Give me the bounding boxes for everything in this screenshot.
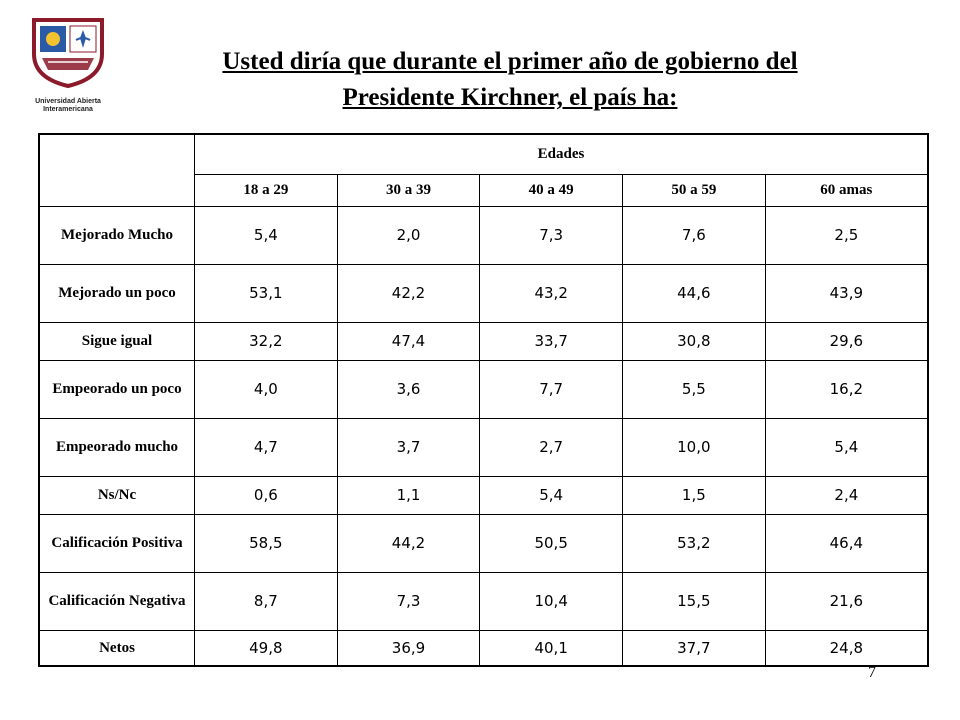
row-label: Mejorado Mucho: [39, 206, 195, 264]
value-cell: 5,4: [480, 476, 623, 514]
value-cell: 1,1: [337, 476, 480, 514]
value-cell: 2,0: [337, 206, 480, 264]
logo-line-1: Universidad Abierta: [35, 98, 101, 105]
row-label: Mejorado un poco: [39, 264, 195, 322]
value-cell: 2,7: [480, 418, 623, 476]
row-label: Sigue igual: [39, 322, 195, 360]
row-label: Netos: [39, 630, 195, 666]
table-row: [39, 322, 928, 360]
group-header-edades: Edades: [195, 134, 929, 174]
value-cell: 2,4: [765, 476, 928, 514]
value-cell: 36,9: [337, 630, 480, 666]
table-row: [39, 206, 928, 264]
value-cell: 7,3: [480, 206, 623, 264]
value-cell: 5,4: [195, 206, 338, 264]
table-row: [39, 418, 928, 476]
value-cell: 47,4: [337, 322, 480, 360]
title-line-1: Usted diría que durante el primer año de gobierno del: [222, 48, 798, 75]
value-cell: 0,6: [195, 476, 338, 514]
column-header: 60 amas: [765, 174, 928, 206]
value-cell: 10,0: [623, 418, 766, 476]
table-row: [39, 572, 928, 630]
table-row: [39, 514, 928, 572]
corner-cell: [39, 134, 195, 206]
value-cell: 7,7: [480, 360, 623, 418]
value-cell: 46,4: [765, 514, 928, 572]
value-cell: 43,2: [480, 264, 623, 322]
results-table: [38, 133, 929, 667]
table-row: [39, 360, 928, 418]
page-number: 7: [868, 664, 876, 681]
value-cell: 24,8: [765, 630, 928, 666]
table-row: [39, 264, 928, 322]
value-cell: 1,5: [623, 476, 766, 514]
table-row: [39, 630, 928, 666]
value-cell: 10,4: [480, 572, 623, 630]
value-cell: 5,5: [623, 360, 766, 418]
value-cell: 44,6: [623, 264, 766, 322]
column-header: 30 a 39: [337, 174, 480, 206]
value-cell: 15,5: [623, 572, 766, 630]
value-cell: 2,5: [765, 206, 928, 264]
row-label: Ns/Nc: [39, 476, 195, 514]
value-cell: 3,6: [337, 360, 480, 418]
value-cell: 33,7: [480, 322, 623, 360]
logo-caption: [12, 98, 124, 114]
value-cell: 7,6: [623, 206, 766, 264]
title-line-2: Presidente Kirchner, el país ha:: [342, 84, 678, 111]
value-cell: 53,1: [195, 264, 338, 322]
value-cell: 49,8: [195, 630, 338, 666]
column-header: 18 a 29: [195, 174, 338, 206]
value-cell: 40,1: [480, 630, 623, 666]
row-label: Calificación Negativa: [39, 572, 195, 630]
row-label: Empeorado un poco: [39, 360, 195, 418]
value-cell: 3,7: [337, 418, 480, 476]
value-cell: 44,2: [337, 514, 480, 572]
value-cell: 7,3: [337, 572, 480, 630]
table-row: [39, 476, 928, 514]
column-header: 40 a 49: [480, 174, 623, 206]
row-label: Calificación Positiva: [39, 514, 195, 572]
shield-icon: [30, 18, 106, 88]
value-cell: 30,8: [623, 322, 766, 360]
value-cell: 58,5: [195, 514, 338, 572]
logo-line-2: Interamericana: [43, 106, 93, 113]
value-cell: 53,2: [623, 514, 766, 572]
value-cell: 8,7: [195, 572, 338, 630]
value-cell: 37,7: [623, 630, 766, 666]
value-cell: 29,6: [765, 322, 928, 360]
value-cell: 4,7: [195, 418, 338, 476]
university-logo: [12, 18, 124, 113]
row-label: Empeorado mucho: [39, 418, 195, 476]
page-title: [150, 44, 870, 116]
column-header: 50 a 59: [623, 174, 766, 206]
value-cell: 43,9: [765, 264, 928, 322]
value-cell: 32,2: [195, 322, 338, 360]
value-cell: 42,2: [337, 264, 480, 322]
value-cell: 16,2: [765, 360, 928, 418]
value-cell: 4,0: [195, 360, 338, 418]
group-header-row: [39, 134, 928, 174]
value-cell: 5,4: [765, 418, 928, 476]
value-cell: 21,6: [765, 572, 928, 630]
value-cell: 50,5: [480, 514, 623, 572]
